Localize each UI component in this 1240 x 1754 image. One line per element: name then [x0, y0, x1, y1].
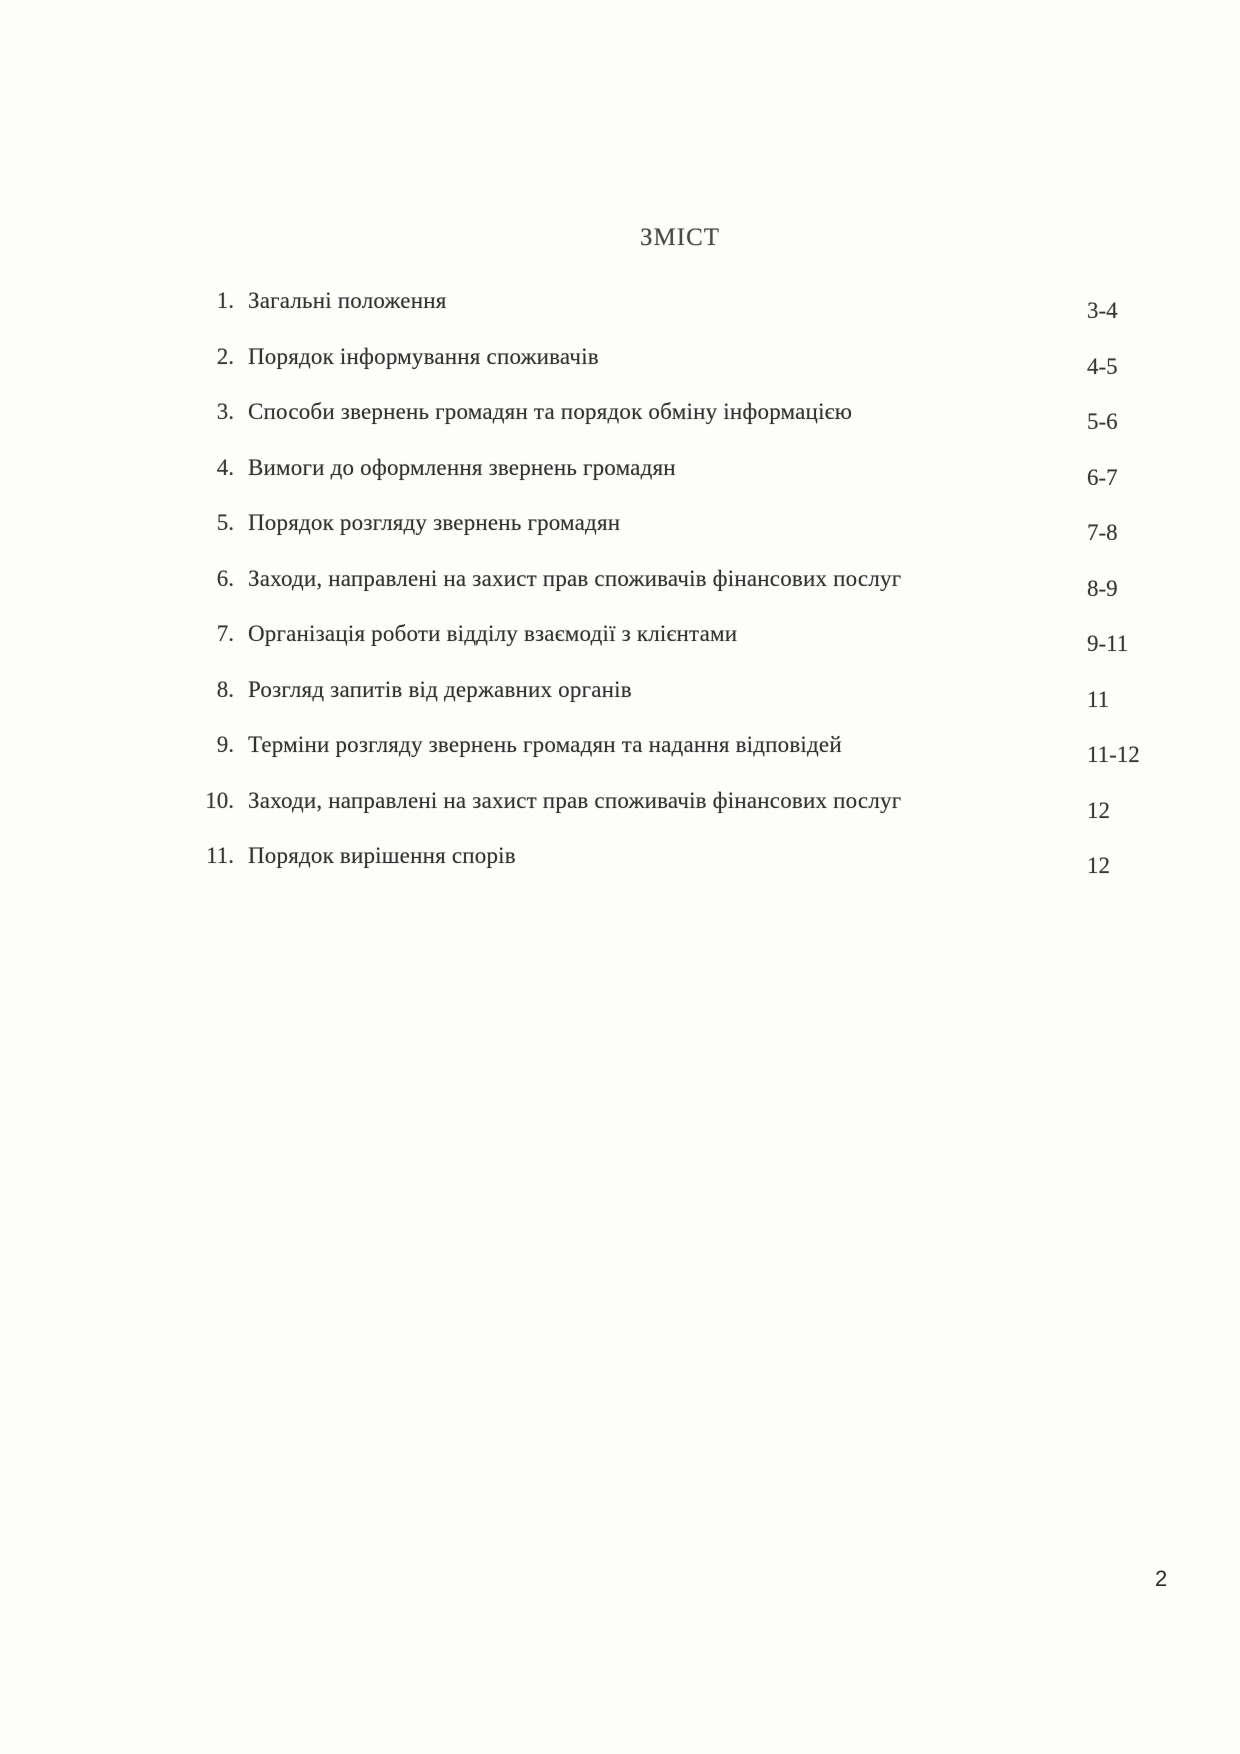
toc-item-pages: 9-11 — [1087, 631, 1129, 656]
toc-item-number: 1. — [216, 288, 234, 313]
toc-item-number: 10. — [205, 788, 234, 813]
toc-row — [0, 842, 1240, 878]
toc-item-number: 3. — [216, 399, 234, 424]
toc-item-pages: 5-6 — [1087, 409, 1118, 434]
toc-item-label: Терміни розгляду звернень громадян та надання відповідей — [248, 732, 842, 757]
toc-row — [0, 787, 1240, 823]
toc-item-number: 9. — [216, 732, 234, 757]
toc-item-label: Способи звернень громадян та порядок обміну інформацією — [248, 399, 853, 424]
toc-item-label: Порядок вирішення спорів — [248, 843, 516, 868]
toc-item-pages: 7-8 — [1087, 520, 1118, 545]
toc-row — [0, 343, 1240, 379]
toc-item-label: Розгляд запитів від державних органів — [248, 677, 632, 702]
toc-item-label: Загальні положення — [248, 288, 447, 313]
toc-item-number: 5. — [216, 510, 234, 535]
toc-item-number: 2. — [216, 344, 234, 369]
toc-item-label: Заходи, направлені на захист прав споживачів фінансових послуг — [248, 566, 902, 591]
toc-item-pages: 12 — [1087, 798, 1110, 823]
toc-item-pages: 3-4 — [1087, 298, 1118, 323]
toc-row — [0, 509, 1240, 545]
toc-row — [0, 676, 1240, 712]
toc-item-label: Порядок розгляду звернень громадян — [248, 510, 621, 535]
toc-item-pages: 12 — [1087, 853, 1110, 878]
toc-row — [0, 620, 1240, 656]
toc-row — [0, 398, 1240, 434]
toc-row — [0, 287, 1240, 323]
toc-item-pages: 4-5 — [1087, 354, 1118, 379]
toc-item-number: 4. — [216, 455, 234, 480]
toc-item-number: 7. — [216, 621, 234, 646]
toc-item-label: Заходи, направлені на захист прав споживачів фінансових послуг — [248, 788, 902, 813]
toc-item-pages: 11 — [1087, 687, 1110, 712]
footer-page-number: 2 — [1155, 1566, 1168, 1591]
toc-item-label: Вимоги до оформлення звернень громадян — [248, 455, 676, 480]
toc-row — [0, 454, 1240, 490]
toc-row — [0, 565, 1240, 601]
page-title: ЗМІСТ — [639, 224, 721, 251]
toc-item-pages: 8-9 — [1087, 576, 1118, 601]
toc-item-number: 6. — [216, 566, 234, 591]
toc-item-pages: 11-12 — [1087, 742, 1140, 767]
toc-item-label: Порядок інформування споживачів — [248, 344, 599, 369]
toc-item-label: Організація роботи відділу взаємодії з клієнтами — [248, 621, 738, 646]
toc-item-number: 11. — [206, 843, 234, 868]
toc-item-number: 8. — [216, 677, 234, 702]
toc-row — [0, 731, 1240, 767]
toc-item-pages: 6-7 — [1087, 465, 1118, 490]
